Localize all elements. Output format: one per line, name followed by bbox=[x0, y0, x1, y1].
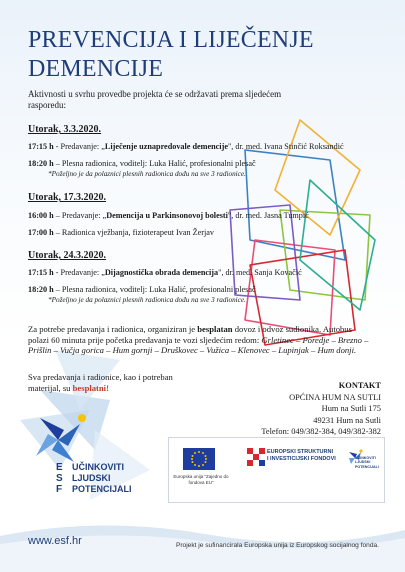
contact-heading: KONTAKT bbox=[338, 381, 381, 390]
item-time: 16:00 h bbox=[28, 211, 54, 220]
free-bold: besplatni! bbox=[72, 383, 109, 393]
esf-small-line-1: UČINKOVITI bbox=[355, 456, 376, 460]
session-date: Utorak, 3.3.2020. bbox=[28, 124, 102, 135]
transport-free: besplatan bbox=[197, 324, 233, 334]
structural-funds-line-1: EUROPSKI STRUKTURNI bbox=[267, 449, 334, 455]
session-item bbox=[28, 142, 344, 152]
intro-text: Aktivnosti u svrhu provedbe projekta će se održavati prema sljedećem rasporedu: bbox=[28, 89, 282, 110]
transport-villages: Grletinec – Poredje – Brezno – Prišlin – Vučja gorica – Hum gornji – Druškovec – Vužica – Klenovec – Lupinjak – Hum donji. bbox=[28, 334, 369, 356]
session-date: Utorak, 24.3.2020. bbox=[28, 250, 107, 261]
contact-org: OPĆINA HUM NA SUTLI bbox=[289, 392, 381, 402]
item-text-post: ", dr. med. Ivana Stinčić Roksandić bbox=[227, 142, 344, 151]
footer-url[interactable]: www.esf.hr bbox=[28, 535, 82, 547]
item-time: 17:00 h bbox=[28, 228, 54, 237]
item-text: – Radionica vježbanja, fizioterapeut Ivan Žerjav bbox=[53, 228, 214, 237]
esf-line-2: LJUDSKI bbox=[72, 473, 111, 483]
structural-funds-text bbox=[267, 449, 336, 462]
transport-info bbox=[28, 324, 370, 356]
item-text: - Predavanje: „ bbox=[53, 268, 105, 277]
footer-cofund-note: Projekt je sufinancirala Europska unija iz Europskog socijalnog fonda. bbox=[175, 542, 379, 549]
free-notice bbox=[28, 372, 203, 394]
session-item bbox=[28, 268, 302, 278]
contact-street: Hum na Sutli 175 bbox=[321, 404, 381, 414]
session-item bbox=[28, 159, 256, 169]
esf-small-text bbox=[355, 456, 379, 469]
item-text: - Predavanje: „ bbox=[53, 142, 105, 151]
eu-caption: Europska unija "Zajedno do fondova EU" bbox=[173, 474, 229, 485]
session-item bbox=[28, 228, 214, 238]
item-text-post: ", dr. med. Sanja Kovačić bbox=[218, 268, 302, 277]
item-time: 18:20 h bbox=[28, 285, 54, 294]
transport-text: Za potrebe predavanja i radionica, organiziran je bbox=[28, 324, 198, 334]
item-text: – Predavanje: „ bbox=[53, 211, 107, 220]
croatia-checker-icon bbox=[247, 448, 265, 466]
session-date: Utorak, 17.3.2020. bbox=[28, 192, 107, 203]
session-note: *Poželjno je da polaznici plesnih radionica dođu na sve 3 radionice. bbox=[48, 296, 246, 304]
esf-logo-text bbox=[56, 462, 132, 495]
structural-funds-line-2: I INVESTICIJSKI FONDOVI bbox=[267, 455, 336, 462]
item-topic: Demencija u Parkinsonovoj bolesti bbox=[106, 211, 228, 220]
session-item bbox=[28, 211, 309, 221]
title-line-2: DEMENCIJE bbox=[28, 56, 164, 82]
item-time: 17:15 h bbox=[28, 268, 54, 277]
session-note: *Poželjno je da polaznici plesnih radionica dođu na sve 3 radionice. bbox=[48, 170, 246, 178]
item-time: 18:20 h bbox=[28, 159, 54, 168]
transport-text-mid: dovoz i odvoz sudionika. Autobus polazi 60 minuta prije početka predavanja te vozi sljedećim redom: bbox=[28, 324, 352, 345]
item-text-post: ", dr. med. Jasna Tumpić bbox=[227, 211, 309, 220]
contact-phone: Telefon: 049/382-384, 049/382-382 bbox=[261, 427, 381, 437]
item-topic: Liječenje uznapredovale demencije bbox=[104, 142, 228, 151]
funding-logos bbox=[168, 437, 385, 503]
esf-letter-f: F bbox=[56, 484, 63, 495]
esf-letter-e: E bbox=[56, 462, 63, 473]
free-text: Sva predavanja i radionice, kao i potreban materijal, su bbox=[28, 372, 173, 393]
title-line-1: PREVENCIJA I LIJEČENJE bbox=[28, 27, 314, 53]
esf-small-line-3: POTENCIJALI bbox=[355, 464, 379, 469]
esf-letter-s: S bbox=[56, 473, 63, 484]
esf-line-3: POTENCIJALI bbox=[72, 484, 132, 494]
page-title bbox=[28, 26, 314, 84]
contact-city: 49231 Hum na Sutli bbox=[313, 415, 381, 425]
item-time: 17:15 h bbox=[28, 142, 54, 151]
esf-line-1: UČINKOVITI bbox=[72, 462, 125, 472]
session-item bbox=[28, 285, 256, 295]
item-text: – Plesna radionica, voditelj: Luka Halić, profesionalni plesač bbox=[53, 285, 256, 294]
item-text: – Plesna radionica, voditelj: Luka Halić, profesionalni plesač bbox=[53, 159, 256, 168]
item-topic: Dijagnostička obrada demencija bbox=[104, 268, 219, 277]
esf-small-line-2: LJUDSKI bbox=[355, 460, 371, 465]
eu-flag-icon bbox=[183, 448, 215, 470]
